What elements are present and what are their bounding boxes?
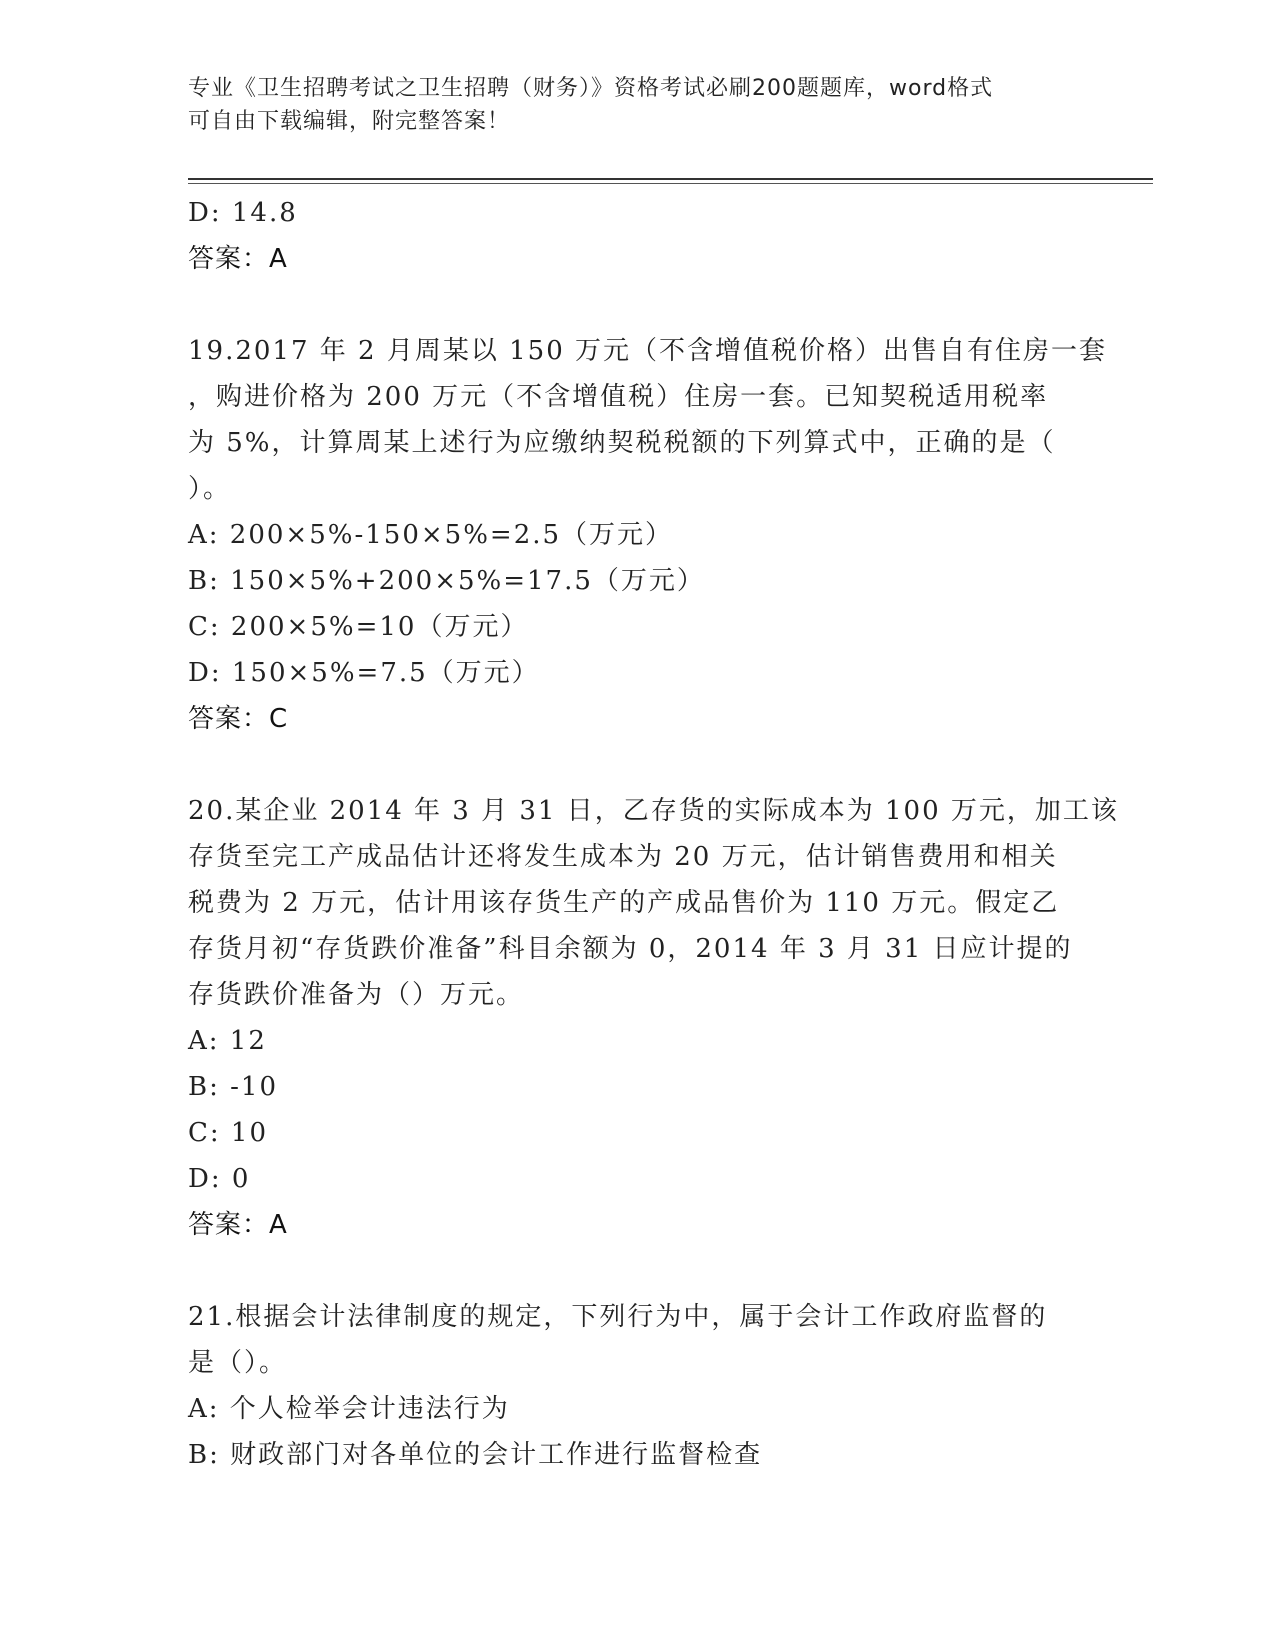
question-21-text-line: 21.根据会计法律制度的规定，下列行为中，属于会计工作政府监督的 [188, 1302, 1048, 1332]
question-20-option-b: B: -10 [188, 1072, 278, 1102]
spacer [188, 282, 1088, 328]
spacer [188, 742, 1088, 788]
question-19 [188, 328, 1108, 742]
question-19-text-line: ）。 [188, 474, 232, 504]
question-20-option-d: D: 0 [188, 1164, 251, 1194]
question-19-option-a: A: 200×5%-150×5%=2.5（万元） [188, 520, 674, 550]
question-19-option-d: D: 150×5%=7.5（万元） [188, 658, 540, 688]
question-20-text-line: 存货跌价准备为（）万元。 [188, 980, 525, 1010]
question-20-option-c: C: 10 [188, 1118, 269, 1148]
question-19-answer: 答案：C [188, 704, 289, 734]
question-19-option-c: C: 200×5%=10（万元） [188, 612, 529, 642]
header-divider-thick [188, 178, 1153, 180]
header-line-1: 专业《卫生招聘考试之卫生招聘（财务）》资格考试必刷200题题库，word格式 [188, 76, 994, 101]
prev-option-d: D: 14.8 [188, 198, 298, 228]
question-20 [188, 788, 1119, 1248]
header-line-2: 可自由下载编辑，附完整答案！ [188, 109, 511, 134]
question-21 [188, 1294, 1088, 1478]
question-20-text-line: 存货月初“存货跌价准备”科目余额为 0，2014 年 3 月 31 日应计提的 [188, 934, 1073, 964]
question-21-text-line: 是（）。 [188, 1348, 288, 1378]
question-19-option-b: B: 150×5%+200×5%=17.5（万元） [188, 566, 705, 596]
page-header [188, 72, 1088, 138]
question-21-option-a: A: 个人检举会计违法行为 [188, 1394, 510, 1424]
question-19-text-line: 为 5%，计算周某上述行为应缴纳契税税额的下列算式中，正确的是（ [188, 428, 1056, 458]
question-19-text-line: ，购进价格为 200 万元（不含增值税）住房一套。已知契税适用税率 [188, 382, 1049, 412]
question-20-text-line: 存货至完工产成品估计还将发生成本为 20 万元，估计销售费用和相关 [188, 842, 1058, 872]
question-19-text-line: 19.2017 年 2 月周某以 150 万元（不含增值税价格）出售自有住房一套 [188, 336, 1108, 366]
question-21-option-b: B: 财政部门对各单位的会计工作进行监督检查 [188, 1440, 763, 1470]
question-20-text-line: 税费为 2 万元，估计用该存货生产的产成品售价为 110 万元。假定乙 [188, 888, 1060, 918]
header-divider-thin [188, 183, 1153, 184]
spacer [188, 1248, 1088, 1294]
question-20-text-line: 20.某企业 2014 年 3 月 31 日，乙存货的实际成本为 100 万元，加工该 [188, 796, 1119, 826]
prev-answer: 答案：A [188, 244, 288, 274]
question-20-answer: 答案：A [188, 1210, 288, 1240]
question-content [188, 190, 1119, 1478]
question-20-option-a: A: 12 [188, 1026, 267, 1056]
